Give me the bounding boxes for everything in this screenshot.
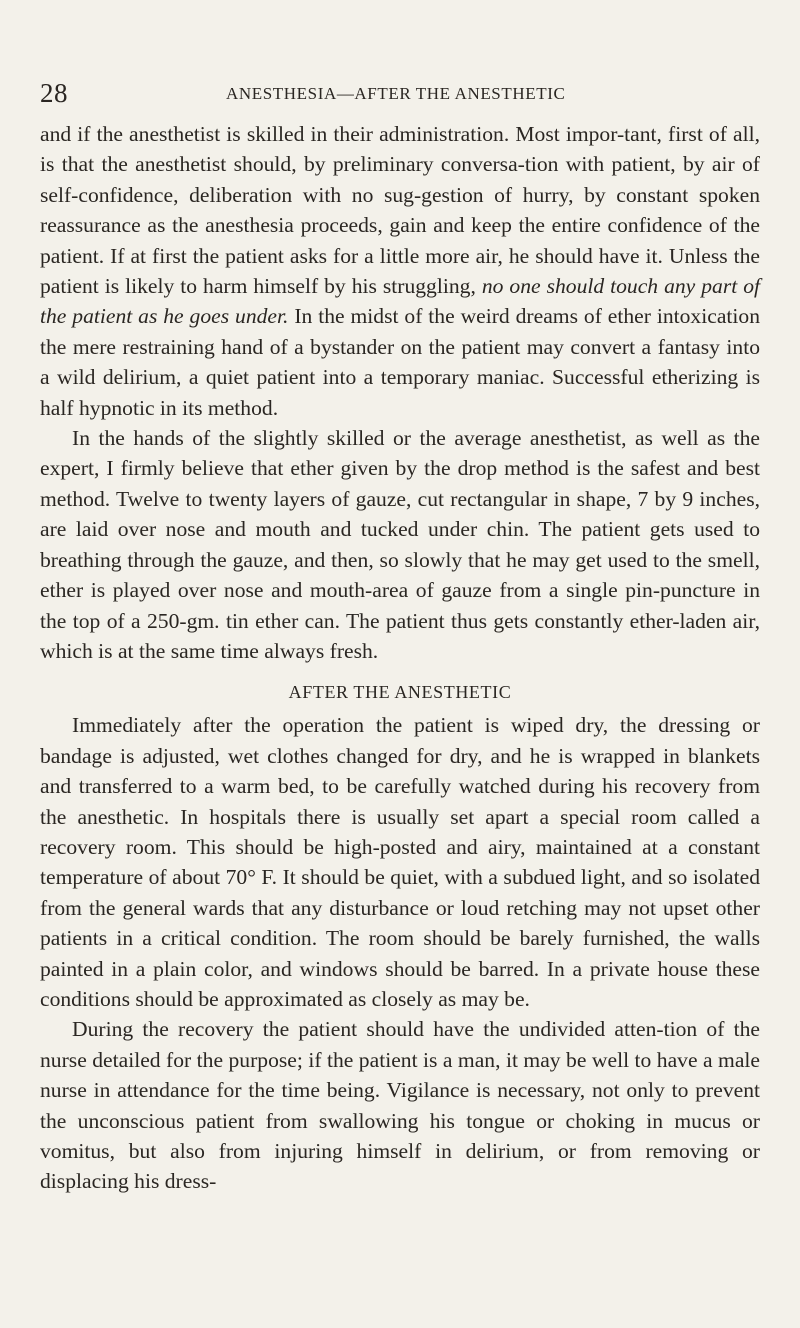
paragraph-recovery-room: Immediately after the operation the patient is wiped dry, the dressing or bandage is adjusted, wet clothes changed for dry, and he is wrapped in blankets and transferred to a warm bed, to be carefully watched during his recovery from the anesthetic. In hospitals there is usually set apart a special room called a recovery room. This should be high-posted and airy, maintained at a constant temperature of about 70° F. It should be quiet, with a subdued light, and so isolated from the general wards that any disturbance or loud retching may not upset other patients in a critical condition. The room should be barely furnished, the walls painted in a plain color, and windows should be barred. In a private house these conditions should be approximated as closely as may be. bbox=[40, 713, 760, 1011]
page-number: 28 bbox=[40, 78, 68, 108]
running-title: ANESTHESIA—AFTER THE ANESTHETIC bbox=[226, 84, 566, 103]
book-page bbox=[40, 70, 760, 1320]
body-text bbox=[40, 119, 760, 1197]
paragraph-continued bbox=[40, 119, 760, 423]
paragraph-nurse-attention: During the recovery the patient should have the undivided atten-tion of the nurse detailed for the purpose; if the patient is a man, it may be well to have a male nurse in attendance for the time being. Vigilance is necessary, not only to prevent the unconscious patient from swallowing his tongue or choking in mucus or vomitus, but also from injuring himself in delirium, or from removing or displacing his dress- bbox=[40, 1017, 760, 1194]
paragraph-drop-method: In the hands of the slightly skilled or the average anesthetist, as well as the expert, I firmly believe that ether given by the drop method is the safest and best method. Twelve to twenty layers of gauze, cut rectangular in shape, 7 by 9 inches, are laid over nose and mouth and tucked under chin. The patient gets used to breathing through the gauze, and then, so slowly that he may get used to the smell, ether is played over nose and mouth-area of gauze from a single pin-puncture in the top of a 250-gm. tin ether can. The patient thus gets constantly ether-laden air, which is at the same time always fresh. bbox=[40, 426, 760, 663]
paragraph-1-text-start: and if the anesthetist is skilled in their administration. Most impor-tant, first of all, is that the anesthetist should, by preliminary conversa-tion with patient, by air of self-confidence, deliberation with no sug-gestion of hurry, by constant spoken reassurance as the anesthesia proceeds, gain and keep the entire confidence of the patient. If at first the patient asks for a little more air, he should have it. Unless the patient is likely to harm himself by his struggling, bbox=[40, 122, 760, 299]
paragraph-1-text-end: In the midst of the weird dreams of ether intoxication the mere restraining hand of a bystander on the patient may convert a fantasy into a wild delirium, a quiet patient into a temporary maniac. Successful etherizing is half hypnotic in its method. bbox=[40, 304, 760, 420]
italic-emphasis: no one should touch any part of the patient as he goes under. bbox=[40, 274, 761, 329]
section-heading: AFTER THE ANESTHETIC bbox=[288, 682, 512, 703]
running-head bbox=[40, 78, 760, 108]
